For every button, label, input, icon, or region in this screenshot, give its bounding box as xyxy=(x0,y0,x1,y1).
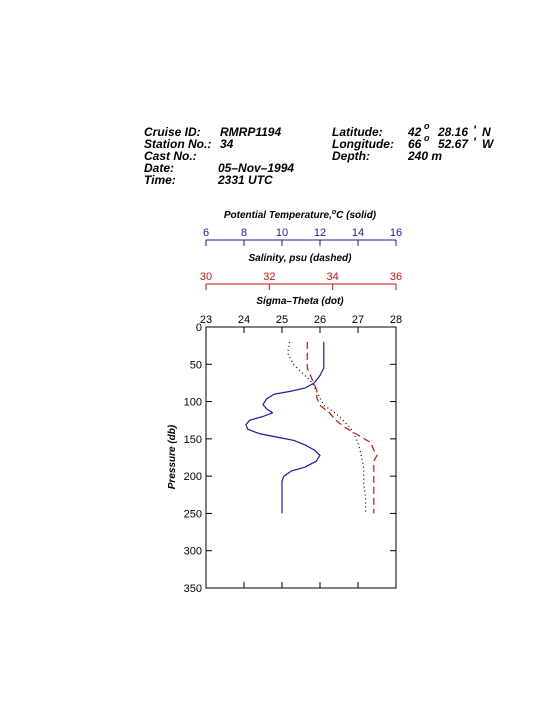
sigma-profile-line xyxy=(288,342,366,514)
depth-label: Depth: xyxy=(332,149,370,163)
latitude-degrees: 42 xyxy=(408,125,422,139)
cruise-value: RMRP1194 xyxy=(220,125,282,139)
time-value: 2331 UTC xyxy=(218,173,273,187)
sigma-tick-label: 26 xyxy=(313,314,327,326)
sigma-axis-title: Sigma–Theta (dot) xyxy=(256,296,344,307)
date-value: 05–Nov–1994 xyxy=(218,161,295,175)
plot-frame xyxy=(206,327,396,588)
latitude-degree-symbol: o xyxy=(424,121,430,131)
pressure-tick-label: 350 xyxy=(183,583,202,595)
sigma-tick-label: 27 xyxy=(351,314,365,326)
pressure-tick-label: 200 xyxy=(183,471,202,484)
latitude-hemisphere: N xyxy=(482,125,491,139)
pressure-tick-label: 250 xyxy=(183,508,202,521)
series-layer xyxy=(246,342,377,514)
sigma-tick-label: 24 xyxy=(237,314,251,326)
temperature-tick-label: 12 xyxy=(313,227,327,239)
pressure-tick-label: 150 xyxy=(183,433,202,446)
sigma-tick-label: 25 xyxy=(275,314,289,326)
sigma-tick-label: 23 xyxy=(199,314,213,326)
temperature-axis-title-text: Potential Temperature, xyxy=(223,210,332,221)
salinity-profile-line xyxy=(307,342,377,514)
salinity-tick-label: 36 xyxy=(389,271,403,283)
longitude-label: Longitude: xyxy=(332,137,394,151)
time-label: Time: xyxy=(144,173,176,187)
axes-layer xyxy=(184,227,402,595)
temperature-profile-line xyxy=(246,342,324,514)
pressure-tick-label: 100 xyxy=(183,396,202,409)
station-label: Station No.: xyxy=(144,137,212,151)
latitude-label: Latitude: xyxy=(332,125,383,139)
temperature-tick-label: 10 xyxy=(275,227,289,239)
longitude-minute-symbol: ' xyxy=(473,135,476,149)
pressure-tick-label: 0 xyxy=(195,322,202,334)
longitude-hemisphere: W xyxy=(482,137,494,151)
latitude-minutes: 28.16 xyxy=(438,125,469,139)
temperature-axis-title-unit: C (solid) xyxy=(336,210,377,221)
latitude-minute-symbol: ' xyxy=(473,123,476,137)
temperature-tick-label: 8 xyxy=(240,227,248,239)
temperature-axis-title xyxy=(224,209,377,221)
cast-label: Cast No.: xyxy=(144,149,197,163)
longitude-degree-symbol: o xyxy=(424,133,430,143)
pressure-tick-label: 50 xyxy=(189,359,202,372)
temperature-tick-label: 16 xyxy=(389,227,403,239)
salinity-axis-title: Salinity, psu (dashed) xyxy=(248,253,352,264)
temperature-tick-label: 14 xyxy=(351,227,365,239)
depth-value: 240 m xyxy=(408,149,443,163)
temperature-axis-title-degree: o xyxy=(331,209,337,216)
pressure-axis-title: Pressure (db) xyxy=(167,424,178,490)
sigma-tick-label: 28 xyxy=(389,314,403,326)
station-value: 34 xyxy=(220,137,234,151)
pressure-tick-label: 300 xyxy=(183,545,202,558)
cruise-label: Cruise ID: xyxy=(144,125,201,139)
longitude-degrees: 66 xyxy=(408,137,422,151)
longitude-minutes: 52.67 xyxy=(438,137,469,151)
salinity-tick-label: 34 xyxy=(326,271,339,283)
salinity-tick-label: 32 xyxy=(263,271,276,283)
salinity-tick-label: 30 xyxy=(199,271,213,283)
temperature-tick-label: 6 xyxy=(202,227,210,239)
date-label: Date: xyxy=(144,161,175,175)
